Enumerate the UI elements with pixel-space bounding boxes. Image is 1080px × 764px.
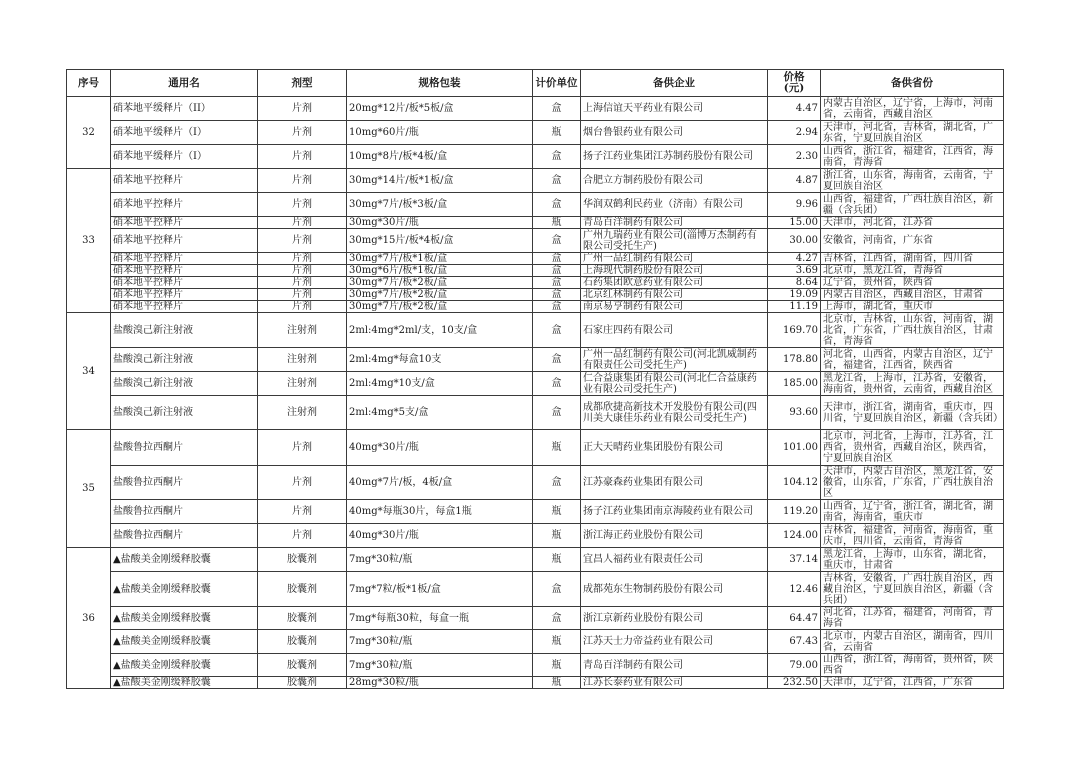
supplier-cell: 正大天晴药业集团股份有限公司: [581, 430, 768, 466]
supplier-cell: 宜昌人福药业有限责任公司: [581, 548, 768, 572]
provinces-cell: 山西省，浙江省，福建省，江西省，海南省，青海省: [821, 145, 1004, 169]
generic-name-cell: 硝苯地平控释片: [111, 277, 258, 289]
table-row: [67, 607, 1004, 630]
provinces-cell: 天津市，河北省，吉林省，湖北省，广东省，宁夏回族自治区: [821, 121, 1004, 145]
supplier-cell: 成都苑东生物制药股份有限公司: [581, 572, 768, 607]
price-cell: 4.87: [768, 169, 821, 193]
drug-table: [66, 69, 1004, 689]
supplier-cell: 扬子江药业集团江苏制药股份有限公司: [581, 145, 768, 169]
dosage-form-cell: 注射剂: [258, 348, 347, 372]
spec-cell: 2ml:4mg*10支/盒: [347, 372, 533, 396]
price-cell: 185.00: [768, 372, 821, 396]
supplier-cell: 青岛百洋制药有限公司: [581, 654, 768, 677]
spec-cell: 30mg*6片/板*1板/盒: [347, 265, 533, 277]
supplier-cell: 华润双鹤利民药业（济南）有限公司: [581, 193, 768, 217]
generic-name-cell: 硝苯地平缓释片（I）: [111, 121, 258, 145]
table-row: [67, 193, 1004, 217]
header-spec-package: 规格包装: [347, 70, 533, 97]
price-cell: 2.94: [768, 121, 821, 145]
unit-cell: 盒: [533, 97, 581, 121]
dosage-form-cell: 片剂: [258, 229, 347, 253]
unit-cell: 瓶: [533, 630, 581, 654]
unit-cell: 瓶: [533, 654, 581, 677]
supplier-cell: 北京红林制药有限公司: [581, 289, 768, 301]
unit-cell: 盒: [533, 193, 581, 217]
table-row: [67, 396, 1004, 430]
supplier-cell: 广州一品红制药有限公司: [581, 253, 768, 265]
supplier-cell: 扬子江药业集团南京海陵药业有限公司: [581, 500, 768, 524]
table-row: [67, 548, 1004, 572]
dosage-form-cell: 片剂: [258, 145, 347, 169]
unit-cell: 盒: [533, 572, 581, 607]
spec-cell: 40mg*每瓶30片，每盒1瓶: [347, 500, 533, 524]
spec-cell: 30mg*7片/板*2板/盒: [347, 301, 533, 313]
provinces-cell: 北京市，内蒙古自治区，湖南省，四川省，云南省: [821, 630, 1004, 654]
unit-cell: 盒: [533, 607, 581, 630]
generic-name-cell: 硝苯地平控释片: [111, 193, 258, 217]
table-row: [67, 169, 1004, 193]
dosage-form-cell: 片剂: [258, 97, 347, 121]
spec-cell: 2ml:4mg*每盒10支: [347, 348, 533, 372]
generic-name-cell: 硝苯地平缓释片（II）: [111, 97, 258, 121]
generic-name-cell: ▲盐酸美金刚缓释胶囊: [111, 572, 258, 607]
unit-cell: 瓶: [533, 500, 581, 524]
price-cell: 37.14: [768, 548, 821, 572]
dosage-form-cell: 片剂: [258, 466, 347, 500]
price-cell: 124.00: [768, 524, 821, 548]
price-cell: 8.64: [768, 277, 821, 289]
supplier-cell: 广州一品红制药有限公司(河北凯威制药有限责任公司受托生产): [581, 348, 768, 372]
spec-cell: 30mg*15片/板*4板/盒: [347, 229, 533, 253]
header-generic-name: 通用名: [111, 70, 258, 97]
provinces-cell: 北京市，黑龙江省，青海省: [821, 265, 1004, 277]
table-row: [67, 348, 1004, 372]
table-row: [67, 572, 1004, 607]
header-seq: 序号: [67, 70, 111, 97]
dosage-form-cell: 胶囊剂: [258, 654, 347, 677]
provinces-cell: 山西省，辽宁省，浙江省，湖北省，湖南省，海南省，重庆市: [821, 500, 1004, 524]
spec-cell: 7mg*30粒/瓶: [347, 548, 533, 572]
spec-cell: 10mg*60片/瓶: [347, 121, 533, 145]
unit-cell: 瓶: [533, 121, 581, 145]
supplier-cell: 南京易亨制药有限公司: [581, 301, 768, 313]
price-cell: 15.00: [768, 217, 821, 229]
price-cell: 64.47: [768, 607, 821, 630]
unit-cell: 盒: [533, 348, 581, 372]
unit-cell: 瓶: [533, 677, 581, 689]
generic-name-cell: 盐酸溴己新注射液: [111, 348, 258, 372]
provinces-cell: 天津市，浙江省，湖南省，重庆市，四川省，宁夏回族自治区，新疆（含兵团）: [821, 396, 1004, 430]
price-cell: 169.70: [768, 313, 821, 348]
spec-cell: 40mg*30片/瓶: [347, 430, 533, 466]
supplier-cell: 广州九瑞药业有限公司(淄博万杰制药有限公司受托生产): [581, 229, 768, 253]
provinces-cell: 浙江省，山东省，海南省，云南省，宁夏回族自治区: [821, 169, 1004, 193]
table-row: [67, 121, 1004, 145]
provinces-cell: 吉林省，江西省，湖南省，四川省: [821, 253, 1004, 265]
unit-cell: 盒: [533, 313, 581, 348]
dosage-form-cell: 注射剂: [258, 313, 347, 348]
spec-cell: 7mg*每瓶30粒，每盒一瓶: [347, 607, 533, 630]
price-cell: 119.20: [768, 500, 821, 524]
header-price: 价格 (元): [768, 70, 821, 97]
spec-cell: 7mg*7粒/板*1板/盒: [347, 572, 533, 607]
supplier-cell: 青岛百洋制药有限公司: [581, 217, 768, 229]
generic-name-cell: 盐酸鲁拉西酮片: [111, 524, 258, 548]
price-cell: 4.27: [768, 253, 821, 265]
supplier-cell: 上海现代制药股份有限公司: [581, 265, 768, 277]
dosage-form-cell: 胶囊剂: [258, 630, 347, 654]
spec-cell: 30mg*14片/板*1板/盒: [347, 169, 533, 193]
price-cell: 79.00: [768, 654, 821, 677]
spec-cell: 2ml:4mg*5支/盒: [347, 396, 533, 430]
provinces-cell: 吉林省，福建省，河南省，海南省，重庆市，四川省，云南省，青海省: [821, 524, 1004, 548]
unit-cell: 瓶: [533, 217, 581, 229]
provinces-cell: 天津市，河北省，江苏省: [821, 217, 1004, 229]
provinces-cell: 天津市，内蒙古自治区，黑龙江省，安徽省，山东省，广东省，广西壮族自治区: [821, 466, 1004, 500]
table-row: [67, 524, 1004, 548]
table-row: [67, 145, 1004, 169]
price-cell: 4.47: [768, 97, 821, 121]
spec-cell: 40mg*30片/瓶: [347, 524, 533, 548]
provinces-cell: 河北省，山西省，内蒙古自治区，辽宁省，福建省，江西省，陕西省: [821, 348, 1004, 372]
generic-name-cell: 硝苯地平控释片: [111, 253, 258, 265]
unit-cell: 瓶: [533, 430, 581, 466]
unit-cell: 盒: [533, 289, 581, 301]
unit-cell: 盒: [533, 145, 581, 169]
seq-cell: 36: [67, 548, 111, 689]
price-cell: 232.50: [768, 677, 821, 689]
supplier-cell: 江苏天士力帝益药业有限公司: [581, 630, 768, 654]
table-row: [67, 265, 1004, 277]
table-row: [67, 301, 1004, 313]
supplier-cell: 浙江京新药业股份有限公司: [581, 607, 768, 630]
generic-name-cell: ▲盐酸美金刚缓释胶囊: [111, 630, 258, 654]
dosage-form-cell: 片剂: [258, 265, 347, 277]
table-row: [67, 253, 1004, 265]
dosage-form-cell: 片剂: [258, 217, 347, 229]
unit-cell: 盒: [533, 265, 581, 277]
price-cell: 178.80: [768, 348, 821, 372]
seq-cell: 33: [67, 169, 111, 313]
dosage-form-cell: 片剂: [258, 193, 347, 217]
table-row: [67, 217, 1004, 229]
provinces-cell: 河北省，江苏省，福建省，河南省，青海省: [821, 607, 1004, 630]
table-row: [67, 289, 1004, 301]
provinces-cell: 黑龙江省，上海市，江苏省，安徽省，海南省，贵州省，云南省，西藏自治区: [821, 372, 1004, 396]
supplier-cell: 仁合益康集团有限公司(河北仁合益康药业有限公司受托生产): [581, 372, 768, 396]
provinces-cell: 北京市，河北省，上海市，江苏省，江西省，贵州省，西藏自治区，陕西省，宁夏回族自治区: [821, 430, 1004, 466]
generic-name-cell: 盐酸鲁拉西酮片: [111, 430, 258, 466]
generic-name-cell: 硝苯地平控释片: [111, 289, 258, 301]
supplier-cell: 江苏豪森药业集团有限公司: [581, 466, 768, 500]
dosage-form-cell: 胶囊剂: [258, 548, 347, 572]
table-row: [67, 466, 1004, 500]
table-row: [67, 630, 1004, 654]
table-row: [67, 654, 1004, 677]
header-provinces: 备供省份: [821, 70, 1004, 97]
table-row: [67, 677, 1004, 689]
supplier-cell: 合肥立方制药股份有限公司: [581, 169, 768, 193]
generic-name-cell: 硝苯地平控释片: [111, 265, 258, 277]
price-cell: 2.30: [768, 145, 821, 169]
provinces-cell: 安徽省，河南省，广东省: [821, 229, 1004, 253]
spec-cell: 7mg*30粒/瓶: [347, 630, 533, 654]
generic-name-cell: 盐酸鲁拉西酮片: [111, 466, 258, 500]
generic-name-cell: 盐酸溴己新注射液: [111, 396, 258, 430]
spec-cell: 30mg*30片/瓶: [347, 217, 533, 229]
dosage-form-cell: 片剂: [258, 121, 347, 145]
dosage-form-cell: 片剂: [258, 524, 347, 548]
price-cell: 3.69: [768, 265, 821, 277]
price-cell: 101.00: [768, 430, 821, 466]
drug-price-sheet: [66, 69, 1003, 689]
generic-name-cell: 硝苯地平控释片: [111, 169, 258, 193]
unit-cell: 盒: [533, 169, 581, 193]
spec-cell: 7mg*30粒/瓶: [347, 654, 533, 677]
generic-name-cell: 盐酸溴己新注射液: [111, 372, 258, 396]
provinces-cell: 山西省，福建省，广西壮族自治区，新疆（含兵团）: [821, 193, 1004, 217]
spec-cell: 30mg*7片/板*2板/盒: [347, 289, 533, 301]
header-pricing-unit: 计价单位: [533, 70, 581, 97]
generic-name-cell: 硝苯地平控释片: [111, 217, 258, 229]
generic-name-cell: ▲盐酸美金刚缓释胶囊: [111, 548, 258, 572]
supplier-cell: 浙江海正药业股份有限公司: [581, 524, 768, 548]
seq-cell: 34: [67, 313, 111, 430]
price-cell: 11.19: [768, 301, 821, 313]
generic-name-cell: 盐酸溴己新注射液: [111, 313, 258, 348]
header-dosage-form: 剂型: [258, 70, 347, 97]
spec-cell: 10mg*8片/板*4板/盒: [347, 145, 533, 169]
spec-cell: 30mg*7片/板*2板/盒: [347, 277, 533, 289]
spec-cell: 40mg*7片/板，4板/盒: [347, 466, 533, 500]
generic-name-cell: ▲盐酸美金刚缓释胶囊: [111, 654, 258, 677]
dosage-form-cell: 胶囊剂: [258, 572, 347, 607]
supplier-cell: 上海信谊天平药业有限公司: [581, 97, 768, 121]
unit-cell: 盒: [533, 301, 581, 313]
table-row: [67, 430, 1004, 466]
unit-cell: 瓶: [533, 524, 581, 548]
spec-cell: 30mg*7片/板*1板/盒: [347, 253, 533, 265]
unit-cell: 盒: [533, 277, 581, 289]
dosage-form-cell: 片剂: [258, 500, 347, 524]
unit-cell: 瓶: [533, 548, 581, 572]
dosage-form-cell: 注射剂: [258, 372, 347, 396]
supplier-cell: 成都欣捷高新技术开发股份有限公司(四川美大康佳乐药业有限公司受托生产): [581, 396, 768, 430]
spec-cell: 28mg*30粒/瓶: [347, 677, 533, 689]
seq-cell: 35: [67, 430, 111, 548]
provinces-cell: 内蒙古自治区，西藏自治区，甘肃省: [821, 289, 1004, 301]
dosage-form-cell: 注射剂: [258, 396, 347, 430]
provinces-cell: 上海市，湖北省，重庆市: [821, 301, 1004, 313]
price-cell: 93.60: [768, 396, 821, 430]
unit-cell: 盒: [533, 229, 581, 253]
table-row: [67, 372, 1004, 396]
price-cell: 12.46: [768, 572, 821, 607]
generic-name-cell: ▲盐酸美金刚缓释胶囊: [111, 677, 258, 689]
table-row: [67, 97, 1004, 121]
price-cell: 30.00: [768, 229, 821, 253]
generic-name-cell: 盐酸鲁拉西酮片: [111, 500, 258, 524]
spec-cell: 20mg*12片/板*5板/盒: [347, 97, 533, 121]
table-row: [67, 500, 1004, 524]
seq-cell: 32: [67, 97, 111, 169]
dosage-form-cell: 片剂: [258, 289, 347, 301]
spec-cell: 30mg*7片/板*3板/盒: [347, 193, 533, 217]
dosage-form-cell: 片剂: [258, 430, 347, 466]
supplier-cell: 烟台鲁银药业有限公司: [581, 121, 768, 145]
unit-cell: 盒: [533, 396, 581, 430]
price-cell: 67.43: [768, 630, 821, 654]
table-row: [67, 277, 1004, 289]
header-supplier: 备供企业: [581, 70, 768, 97]
table-body: [67, 97, 1004, 689]
dosage-form-cell: 胶囊剂: [258, 677, 347, 689]
generic-name-cell: 硝苯地平控释片: [111, 301, 258, 313]
price-cell: 104.12: [768, 466, 821, 500]
dosage-form-cell: 胶囊剂: [258, 607, 347, 630]
provinces-cell: 黑龙江省，上海市，山东省，湖北省，重庆市，甘肃省: [821, 548, 1004, 572]
provinces-cell: 内蒙古自治区，辽宁省，上海市，河南省，云南省，西藏自治区: [821, 97, 1004, 121]
generic-name-cell: 硝苯地平缓释片（I）: [111, 145, 258, 169]
supplier-cell: 石药集团欧意药业有限公司: [581, 277, 768, 289]
generic-name-cell: ▲盐酸美金刚缓释胶囊: [111, 607, 258, 630]
generic-name-cell: 硝苯地平控释片: [111, 229, 258, 253]
price-cell: 19.09: [768, 289, 821, 301]
header-row: [67, 70, 1004, 97]
table-row: [67, 313, 1004, 348]
supplier-cell: 石家庄四药有限公司: [581, 313, 768, 348]
provinces-cell: 山西省，浙江省，海南省，贵州省，陕西省: [821, 654, 1004, 677]
provinces-cell: 北京市，吉林省，山东省，河南省，湖北省，广东省，广西壮族自治区，甘肃省，青海省: [821, 313, 1004, 348]
supplier-cell: 江苏长泰药业有限公司: [581, 677, 768, 689]
unit-cell: 盒: [533, 466, 581, 500]
dosage-form-cell: 片剂: [258, 301, 347, 313]
spec-cell: 2ml:4mg*2ml/支，10支/盒: [347, 313, 533, 348]
table-row: [67, 229, 1004, 253]
provinces-cell: 天津市，辽宁省，江西省，广东省: [821, 677, 1004, 689]
provinces-cell: 辽宁省，贵州省，陕西省: [821, 277, 1004, 289]
price-cell: 9.96: [768, 193, 821, 217]
unit-cell: 盒: [533, 253, 581, 265]
dosage-form-cell: 片剂: [258, 253, 347, 265]
dosage-form-cell: 片剂: [258, 277, 347, 289]
provinces-cell: 吉林省，安徽省，广西壮族自治区，西藏自治区，宁夏回族自治区，新疆（含兵团）: [821, 572, 1004, 607]
dosage-form-cell: 片剂: [258, 169, 347, 193]
unit-cell: 盒: [533, 372, 581, 396]
